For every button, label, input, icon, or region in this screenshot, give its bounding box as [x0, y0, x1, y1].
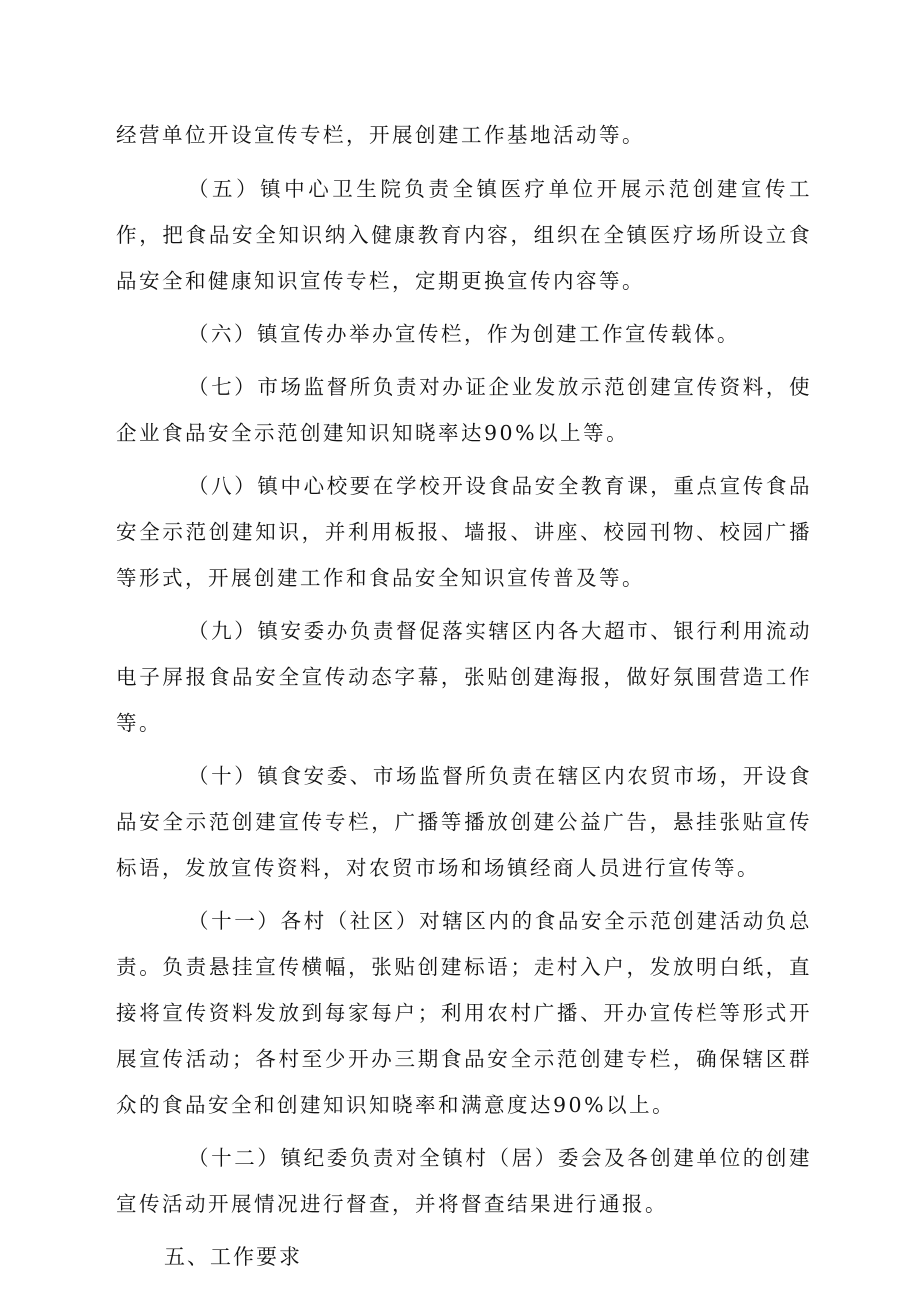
paragraph-item-11: （十一）各村（社区）对辖区内的食品安全示范创建活动负总责。负责悬挂宣传横幅，张贴创建标语；走村入户，发放明白纸，直接将宣传资料发放到每家每户；利用农村广播、开办宣传栏等形式开展宣传活动；各村至少开办三期食品安全示范创建专栏，确保辖区群众的食品安全和创建知识知晓率和满意度达90%以上。 — [116, 909, 812, 1117]
section-heading: 五、工作要求 — [164, 1245, 302, 1269]
paragraph-item-6: （六）镇宣传办举办宣传栏，作为创建工作宣传载体。 — [188, 322, 740, 346]
paragraph-item-7: （七）市场监督所负责对办证企业发放示范创建宣传资料，使企业食品安全示范创建知识知晓率达90%以上等。 — [116, 375, 812, 445]
paragraph-item-10: （十）镇食安委、市场监督所负责在辖区内农贸市场，开设食品安全示范创建宣传专栏，广播等播放创建公益广告，悬挂张贴宣传标语，发放宣传资料，对农贸市场和场镇经商人员进行宣传等。 — [116, 764, 812, 880]
paragraph-item-8: （八）镇中心校要在学校开设食品安全教育课，重点宣传食品安全示范创建知识，并利用板报、墙报、讲座、校园刊物、校园广播等形式，开展创建工作和食品安全知识宣传普及等。 — [116, 474, 812, 590]
paragraph-item-9: （九）镇安委办负责督促落实辖区内各大超市、银行利用流动电子屏报食品安全宣传动态字幕，张贴创建海报，做好氛围营造工作等。 — [116, 619, 812, 735]
paragraph-item-12: （十二）镇纪委负责对全镇村（居）委会及各创建单位的创建宣传活动开展情况进行督查，并将督查结果进行通报。 — [116, 1146, 812, 1216]
paragraph-continuation: 经营单位开设宣传专栏，开展创建工作基地活动等。 — [116, 123, 645, 147]
paragraph-item-5: （五）镇中心卫生院负责全镇医疗单位开展示范创建宣传工作，把食品安全知识纳入健康教育内容，组织在全镇医疗场所设立食品安全和健康知识宣传专栏，定期更换宣传内容等。 — [116, 177, 812, 293]
document-body — [116, 112, 812, 1280]
